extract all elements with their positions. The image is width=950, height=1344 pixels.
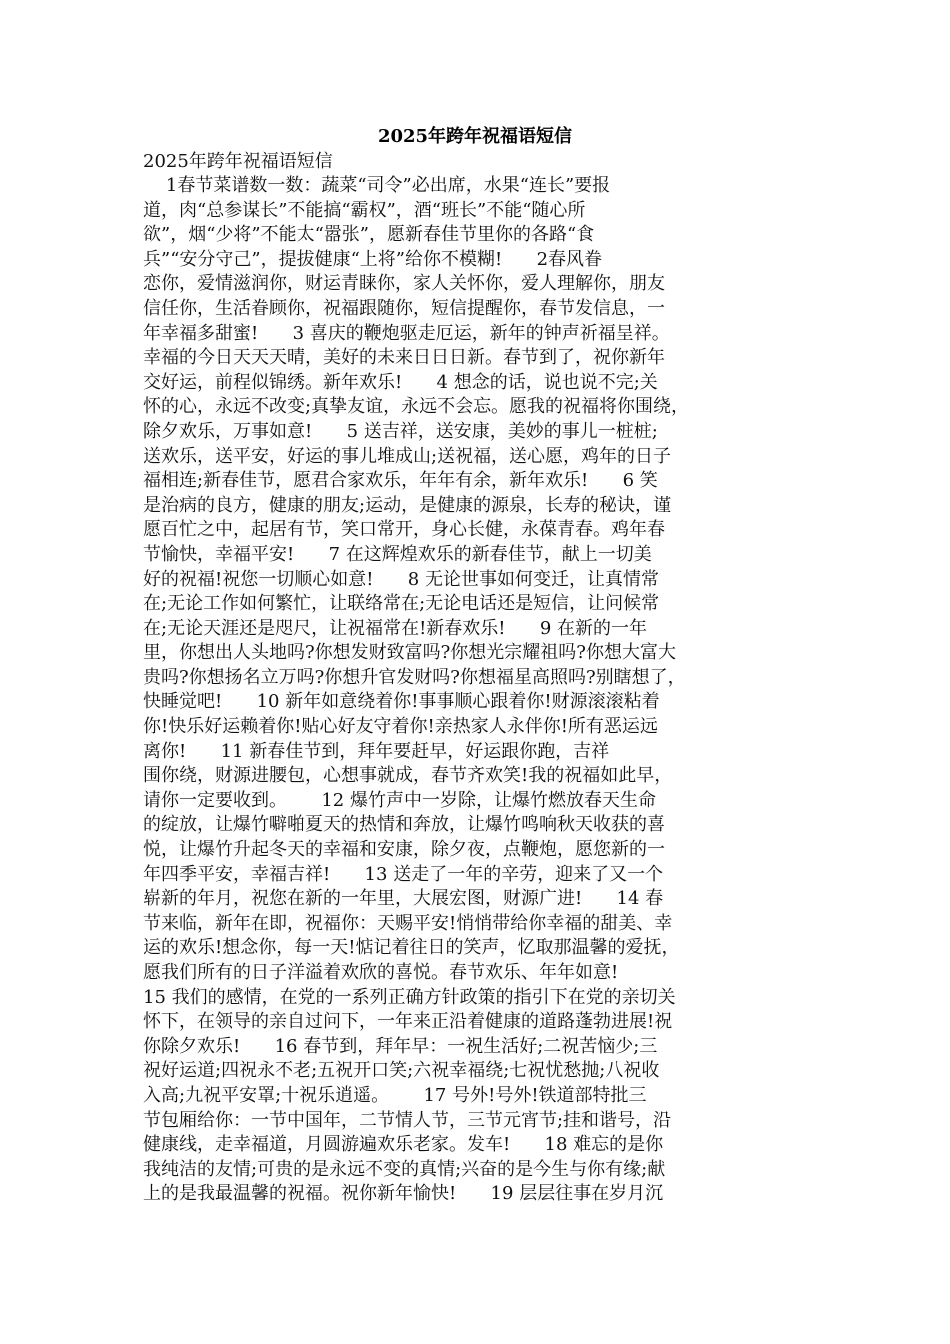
body-text-line: 愿我们所有的日子洋溢着欢欣的喜悦。春节欢乐、年年如意!: [143, 962, 619, 983]
body-text-line: 我纯洁的友情;可贵的是永远不变的真情;兴奋的是今生与你有缘;献: [143, 1158, 666, 1180]
body-text-line: 节愉快，幸福平安! 7 在这辉煌欢乐的新春佳节，献上一切美: [143, 543, 652, 565]
body-text-line: 围你绕，财源进腰包，心想事就成，春节齐欢笑!我的祝福如此早，: [143, 765, 673, 787]
body-text-line: 1春节菜谱数一数：蔬菜“司令”必出席，水果“连长”要报: [143, 175, 611, 196]
body-text-line: 好的祝福!祝您一切顺心如意! 8 无论世事如何变迁，让真情常: [143, 568, 659, 590]
body-text-line: 入高;九祝平安罩;十祝乐逍遥。 17 号外!号外!铁道部特批三: [143, 1084, 647, 1106]
document-title: 2025年跨年祝福语短信: [377, 126, 573, 147]
body-text-line: 怀下，在领导的亲自过问下，一年来正沿着健康的道路蓬勃进展!祝: [143, 1011, 673, 1033]
body-text-line: 兵”“安分守己”，提拔健康“上将”给你不模糊! 2春风眷: [143, 248, 603, 270]
body-text-line: 你除夕欢乐! 16 春节到，拜年早：一祝生活好;二祝苦恼少;三: [143, 1035, 658, 1057]
body-text-line: 交好运，前程似锦绣。新年欢乐! 4 想念的话，说也说不完;关: [143, 371, 658, 393]
body-text-line: 节来临，新年在即，祝福你：天赐平安!悄悄带给你幸福的甜美、幸: [143, 912, 673, 934]
body-text-line: 贵吗?你想扬名立万吗?你想升官发财吗?你想福星高照吗?别瞎想了，: [143, 666, 686, 688]
body-text-line: 送欢乐，送平安，好运的事儿堆成山;送祝福，送心愿，鸡年的日子: [143, 445, 672, 467]
body-text-line: 15 我们的感情，在党的一系列正确方针政策的指引下在党的亲切关: [143, 986, 676, 1008]
body-text-line: 节包厢给你：一节中国年，二节情人节，三节元宵节;挂和谐号，沿: [143, 1109, 672, 1131]
body-text-line: 道，肉“总参谋长”不能搞“霸权”，酒“班长”不能“随心所: [143, 199, 586, 221]
document-body: [143, 174, 823, 1207]
body-text-line: 请你一定要收到。 12 爆竹声中一岁除，让爆竹燃放春天生命: [143, 789, 656, 811]
body-text-line: 快睡觉吧! 10 新年如意绕着你!事事顺心跟着你!财源滚滚粘着: [143, 691, 660, 713]
body-text-line: 在;无论天涯还是咫尺，让祝福常在!新春欢乐! 9 在新的一年: [143, 617, 648, 639]
body-text-line: 年幸福多甜蜜! 3 喜庆的鞭炮驱走厄运，新年的钟声祈福呈祥。: [143, 322, 670, 344]
body-text-line: 欲”，烟“少将”不能太“嚣张”，愿新春佳节里你的各路“食: [143, 224, 595, 246]
body-text-line: 信任你，生活眷顾你，祝福跟随你，短信提醒你，春节发信息，一: [143, 297, 665, 319]
body-text-line: 上的是我最温馨的祝福。祝你新年愉快! 19 层层往事在岁月沉: [143, 1183, 664, 1205]
body-text-line: 里，你想出人头地吗?你想发财致富吗?你想光宗耀祖吗?你想大富大: [143, 642, 676, 664]
body-text-line: 除夕欢乐，万事如意! 5 送吉祥，送安康，美妙的事儿一桩桩;: [143, 420, 658, 442]
body-text-line: 健康线，走幸福道，月圆游遍欢乐老家。发车! 18 难忘的是你: [143, 1134, 664, 1156]
body-text-line: 崭新的年月，祝您在新的一年里，大展宏图，财源广进! 14 春: [143, 888, 664, 910]
body-text-line: 年四季平安，幸福吉祥! 13 送走了一年的辛劳，迎来了又一个: [143, 863, 664, 885]
body-text-line: 福相连;新春佳节，愿君合家欢乐，年年有余，新年欢乐! 6 笑: [143, 470, 658, 492]
body-text-line: 祝好运道;四祝永不老;五祝开口笑;六祝幸福绕;七祝忧愁抛;八祝收: [143, 1060, 660, 1082]
body-text-line: 运的欢乐!想念你，每一天!惦记着往日的笑声，忆取那温馨的爱抚，: [143, 937, 680, 959]
document-subtitle: 2025年跨年祝福语短信: [143, 151, 333, 172]
body-text-line: 悦，让爆竹升起冬天的幸福和安康，除夕夜，点鞭炮，愿您新的一: [143, 839, 665, 861]
body-text-line: 愿百忙之中，起居有节，笑口常开，身心长健，永葆青春。鸡年春: [143, 519, 665, 541]
body-text-line: 幸福的今日天天天晴，美好的未来日日日新。春节到了，祝你新年: [143, 347, 665, 369]
body-text-line: 是治病的良方，健康的朋友;运动，是健康的源泉，长寿的秘诀，谨: [143, 494, 672, 516]
body-text-line: 恋你，爱情滋润你，财运青睐你，家人关怀你，爱人理解你，朋友: [143, 273, 665, 295]
body-text-line: 怀的心，永远不改变;真挚友谊，永远不会忘。愿我的祝福将你围绕，: [143, 396, 690, 418]
body-text-line: 你!快乐好运赖着你!贴心好友守着你!亲热家人永伴你!所有恶运远: [143, 716, 658, 738]
body-text-line: 离你! 11 新春佳节到，拜年要赶早，好运跟你跑，吉祥: [143, 740, 610, 762]
body-text-line: 在;无论工作如何繁忙，让联络常在;无论电话还是短信，让问候常: [143, 593, 660, 615]
body-text-line: 的绽放，让爆竹噼啪夏天的热情和奔放，让爆竹鸣响秋天收获的喜: [143, 814, 665, 836]
